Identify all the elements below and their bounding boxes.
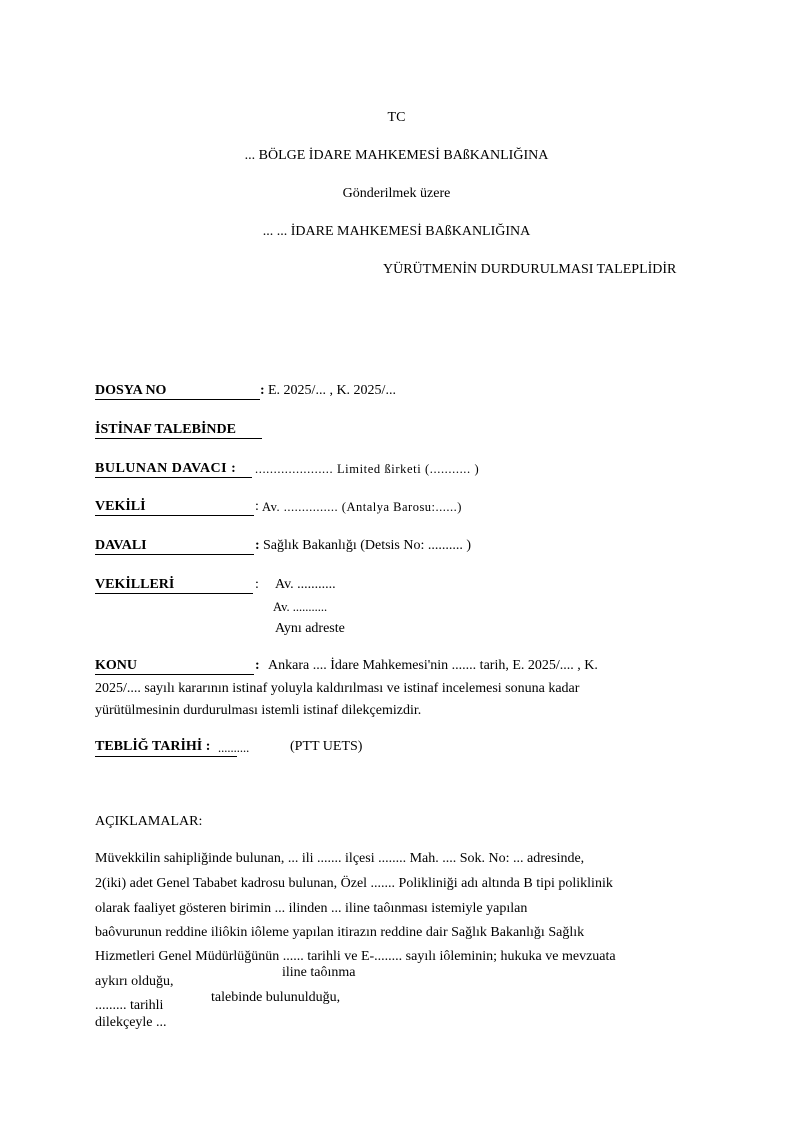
istinaf-heading: İSTİNAF TALEBİNDE <box>95 422 236 437</box>
vekilleri-colon: : <box>255 577 259 592</box>
davaci-underline <box>95 477 252 478</box>
header-sent-via: Gönderilmek üzere <box>342 186 451 201</box>
istinaf-underline <box>95 438 262 439</box>
aciklamalar-heading: AÇIKLAMALAR: <box>95 814 203 829</box>
teblig-value: .......... <box>218 741 250 755</box>
body-fragment-b: iline taôınma <box>282 965 356 980</box>
konu-line3: yürütülmesinin durdurulması istemli istinaf dilekçemizdir. <box>95 703 422 718</box>
header-court-admin: ... ... İDARE MAHKEMESİ BAßKANLIĞINA <box>262 224 531 239</box>
vekil-colon: : <box>255 499 259 514</box>
body-fragment-c: ......... tarihli <box>95 998 164 1013</box>
vekilleri-line2: Av. ........... <box>273 600 328 614</box>
konu-label: KONU <box>95 658 137 673</box>
body-fragment-a: aykırı olduğu, <box>95 974 174 989</box>
dosya-underline <box>95 399 260 400</box>
vekil-value: Av. ............... (Antalya Barosu:......) <box>262 500 462 514</box>
konu-line2: 2025/.... sayılı kararının istinaf yoluyla kaldırılması ve istinaf incelemesi sonuna kadar <box>95 681 580 696</box>
konu-underline <box>95 674 254 675</box>
teblig-label: TEBLİĞ TARİHİ : <box>95 739 211 754</box>
davali-label: DAVALI <box>95 538 147 553</box>
davaci-value: ..................... Limited ßirketi (........... ) <box>255 462 480 476</box>
vekil-label: VEKİLİ <box>95 499 146 514</box>
dosya-colon: : <box>260 383 265 398</box>
body-line-2: 2(iki) adet Genel Tababet kadrosu bulunan, Özel ....... Polikliniği adı altında B tipi poliklinik <box>95 876 613 891</box>
davali-value: Sağlık Bakanlığı (Detsis No: .......... ) <box>263 538 472 553</box>
davali-underline <box>95 554 254 555</box>
vekilleri-label: VEKİLLERİ <box>95 577 175 592</box>
davaci-label: BULUNAN DAVACI : <box>95 461 237 476</box>
dosya-label: DOSYA NO <box>95 383 167 398</box>
davali-colon: : <box>255 538 260 553</box>
vekilleri-line3: Aynı adreste <box>275 621 345 636</box>
vekil-underline <box>95 515 254 516</box>
body-line-5: Hizmetleri Genel Müdürlüğünün ...... tarihli ve E-........ sayılı iôleminin; hukuka ve mevzuata <box>95 949 616 964</box>
teblig-method: (PTT UETS) <box>290 739 363 754</box>
vekilleri-underline <box>95 593 253 594</box>
body-line-3: olarak faaliyet gösteren birimin ... ilinden ... iline taôınması istemiyle yapılan <box>95 901 528 916</box>
header-request: YÜRÜTMENİN DURDURULMASI TALEPLİDİR <box>383 262 677 277</box>
body-line-1: Müvekkilin sahipliğinde bulunan, ... ili ....... ilçesi ........ Mah. .... Sok. No: ... adresinde, <box>95 851 585 866</box>
konu-line1: Ankara .... İdare Mahkemesi'nin ....... tarih, E. 2025/.... , K. <box>268 658 598 673</box>
dosya-value: E. 2025/... , K. 2025/... <box>268 383 396 398</box>
header-tc: TC <box>387 110 406 125</box>
teblig-underline <box>95 756 237 757</box>
body-line-4: baôvurunun reddine iliôkin iôleme yapılan itirazın reddine dair Sağlık Bakanlığı Sağlık <box>95 925 585 940</box>
body-fragment-e: dilekçeyle ... <box>95 1015 167 1030</box>
header-court-regional: ... BÖLGE İDARE MAHKEMESİ BAßKANLIĞINA <box>244 148 549 163</box>
vekilleri-line1: Av. ........... <box>275 577 336 592</box>
konu-colon: : <box>255 658 260 673</box>
body-fragment-d: talebinde bulunulduğu, <box>211 990 341 1005</box>
